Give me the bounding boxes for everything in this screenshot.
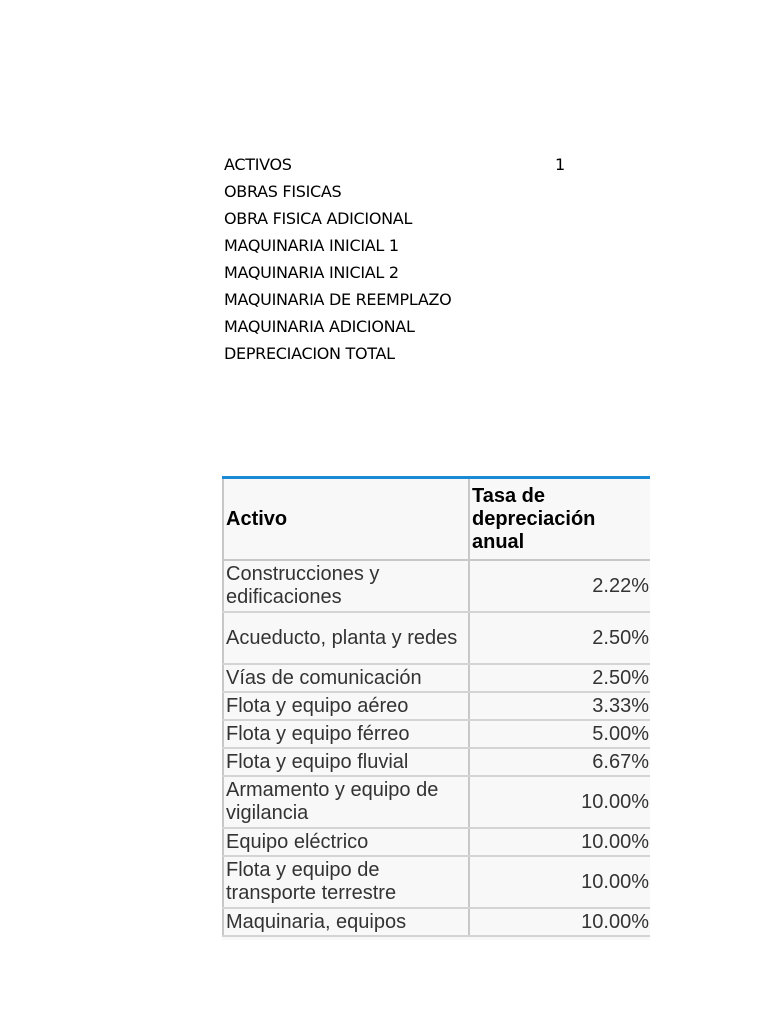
activos-header-row [224, 154, 584, 181]
table-row [223, 748, 650, 776]
activos-item-label: OBRAS FISICAS [224, 182, 342, 201]
cell-activo: Construcciones y edificaciones [223, 560, 469, 612]
activos-item [224, 181, 584, 208]
table-row [223, 828, 650, 856]
activos-item [224, 235, 584, 262]
cell-tasa: 10.00% [469, 908, 650, 936]
cell-activo: Flota y equipo férreo [223, 720, 469, 748]
depreciation-table-container [222, 476, 650, 940]
table-row [223, 908, 650, 936]
cell-tasa: 10.00% [469, 776, 650, 828]
header-tasa: Tasa de depreciación anual [469, 478, 650, 561]
activos-item [224, 208, 584, 235]
cell-activo: Maquinaria, equipos [223, 908, 469, 936]
cell-activo: Equipo eléctrico [223, 828, 469, 856]
activos-item-total [224, 343, 584, 370]
table-row [223, 560, 650, 612]
activos-item [224, 289, 584, 316]
cell-activo: Flota y equipo de transporte terrestre [223, 856, 469, 908]
table-row [223, 856, 650, 908]
activos-header-label: ACTIVOS [224, 155, 292, 174]
activos-item-label: DEPRECIACION TOTAL [224, 344, 395, 363]
activos-item-label: MAQUINARIA ADICIONAL [224, 317, 415, 336]
table-header-row [223, 478, 650, 561]
activos-item-label: OBRA FISICA ADICIONAL [224, 209, 413, 228]
cell-tasa: 3.33% [469, 692, 650, 720]
cell-activo: Flota y equipo aéreo [223, 692, 469, 720]
cell-tasa: 2.22% [469, 560, 650, 612]
cell-tasa: 6.67% [469, 748, 650, 776]
table-row [223, 612, 650, 664]
cell-tasa: 2.50% [469, 664, 650, 692]
table-row [223, 692, 650, 720]
activos-header-period: 1 [555, 155, 565, 174]
header-activo: Activo [223, 478, 469, 561]
activos-list [224, 154, 584, 370]
activos-item-label: MAQUINARIA DE REEMPLAZO [224, 290, 452, 309]
cell-tasa: 5.00% [469, 720, 650, 748]
cell-activo: Vías de comunicación [223, 664, 469, 692]
cell-tasa: 10.00% [469, 856, 650, 908]
cell-activo: Acueducto, planta y redes [223, 612, 469, 664]
cell-tasa: 10.00% [469, 828, 650, 856]
table-row [223, 720, 650, 748]
activos-item [224, 316, 584, 343]
depreciation-table [222, 476, 650, 937]
table-row [223, 664, 650, 692]
cell-activo: Flota y equipo fluvial [223, 748, 469, 776]
activos-item [224, 262, 584, 289]
activos-item-label: MAQUINARIA INICIAL 1 [224, 236, 399, 255]
cell-tasa: 2.50% [469, 612, 650, 664]
activos-item-label: MAQUINARIA INICIAL 2 [224, 263, 399, 282]
cell-activo: Armamento y equipo de vigilancia [223, 776, 469, 828]
table-row [223, 776, 650, 828]
